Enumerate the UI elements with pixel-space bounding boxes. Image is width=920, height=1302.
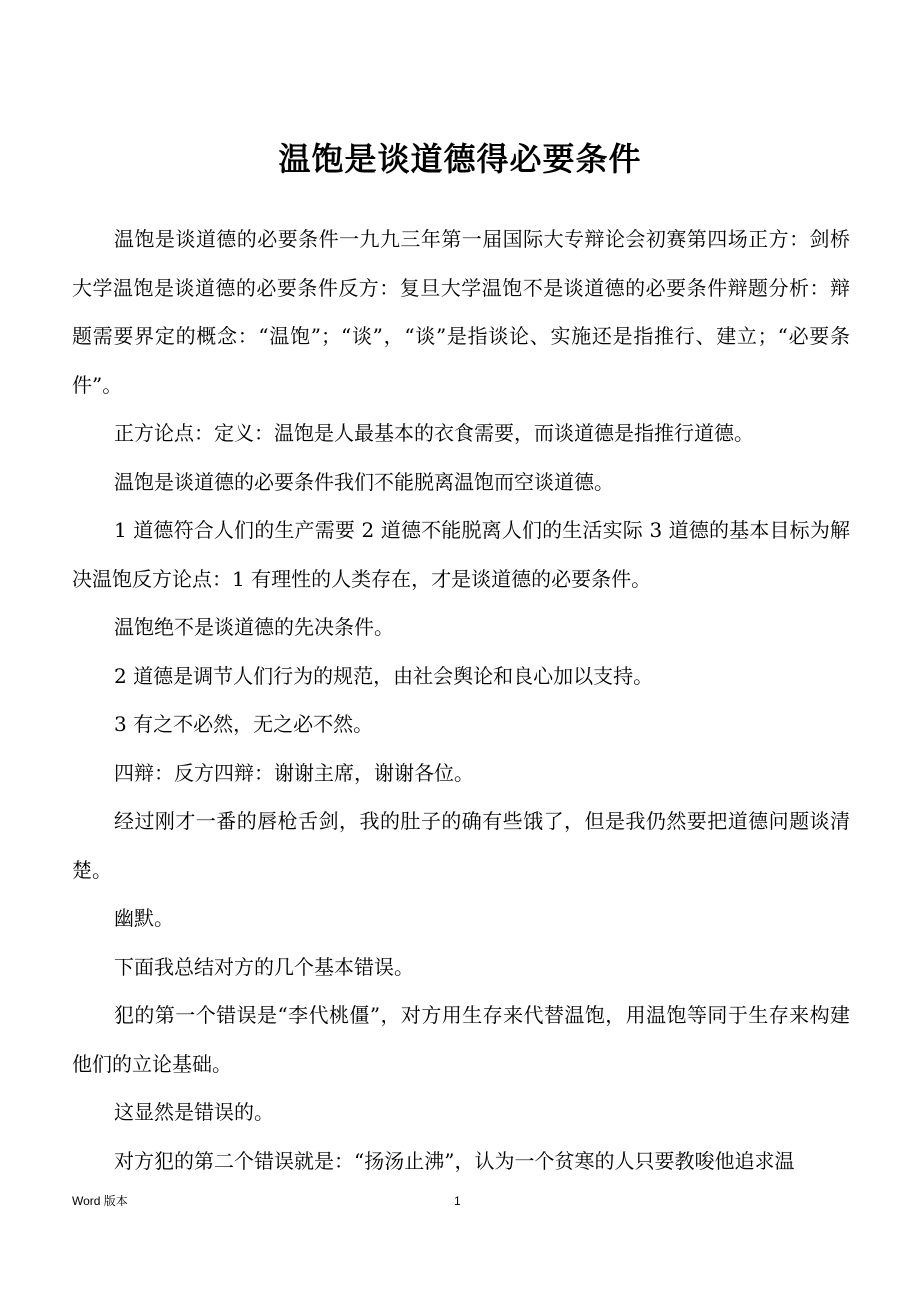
- paragraph: 经过刚才一番的唇枪舌剑，我的肚子的确有些饿了，但是我仍然要把道德问题谈清楚。: [72, 809, 850, 882]
- paragraph: 四辩：反方四辩：谢谢主席，谢谢各位。: [114, 760, 474, 785]
- document-body: [72, 215, 850, 1185]
- paragraph: 2 道德是调节人们行为的规范，由社会舆论和良心加以支持。: [114, 663, 654, 688]
- paragraph: 幽默。: [114, 906, 174, 930]
- paragraph: 下面我总结对方的几个基本错误。: [114, 954, 414, 979]
- page-number: 1: [454, 1194, 461, 1208]
- paragraph: 3 有之不必然，无之必不然。: [114, 712, 374, 736]
- paragraph: 温饱是谈道德的必要条件一九九三年第一届国际大专辩论会初赛第四场正方：剑桥大学温饱是谈道德的必要条件反方：复旦大学温饱不是谈道德的必要条件辩题分析：辩题需要界定的概念：“温饱”；“谈”，“谈”是指谈论、实施还是指推行、建立；“必要条件”。: [72, 227, 850, 397]
- paragraph: 对方犯的第二个错误就是：“扬汤止沸”，认为一个贫寒的人只要教唆他追求温: [114, 1148, 795, 1173]
- paragraph: 正方论点：定义：温饱是人最基本的衣食需要，而谈道德是指推行道德。: [114, 421, 754, 445]
- document-title: 温饱是谈道德得必要条件: [278, 140, 642, 178]
- paragraph: 犯的第一个错误是“李代桃僵”，对方用生存来代替温饱，用温饱等同于生存来构建他们的立论基础。: [72, 1003, 850, 1076]
- footer-label: Word 版本: [72, 1194, 128, 1208]
- paragraph: 1 道德符合人们的生产需要 2 道德不能脱离人们的生活实际 3 道德的基本目标为解决温饱反方论点：1 有理性的人类存在，才是谈道德的必要条件。: [72, 518, 850, 591]
- paragraph: 这显然是错误的。: [114, 1100, 274, 1124]
- paragraph: 温饱是谈道德的必要条件我们不能脱离温饱而空谈道德。: [114, 469, 614, 494]
- paragraph: 温饱绝不是谈道德的先决条件。: [114, 615, 394, 639]
